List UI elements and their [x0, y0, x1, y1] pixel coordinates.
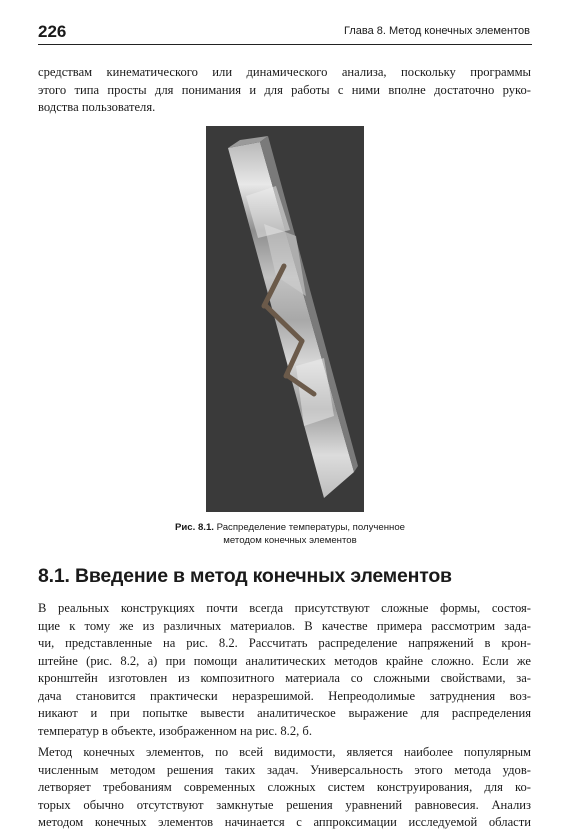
page-number: 226 — [38, 22, 67, 41]
running-head: Глава 8. Метод конечных элементов — [344, 25, 530, 37]
text-line: щие к тому же из различных материалов. В качестве примера рассмотрим зада- — [38, 618, 531, 633]
text-line: методом конечных элементов начинается с аппроксимации исследуемой области — [38, 815, 531, 829]
text-line: этого типа просты для понимания и для работы с ними вполне достаточно руко- — [38, 82, 531, 97]
text-line: средствам кинематического или динамического анализа, поскольку программы — [38, 65, 531, 79]
paragraph-2 — [38, 744, 531, 832]
text-line: кронштейн изготовлен из композитного материала со сложными свойствами, за- — [38, 671, 531, 685]
figure-label: Рис. 8.1. — [175, 522, 214, 533]
text-line: никают и при попытке вывести аналитическое выражение для распределения — [38, 706, 531, 720]
text-line: Метод конечных элементов, по всей видимости, является наиболее популярным — [38, 745, 531, 759]
text-line: численным методом решения таких задач. Универсальность этого метода удов- — [38, 762, 531, 777]
text-line: торых обычно отсутствуют замкнутые решения уравнений равновесия. Анализ — [38, 797, 531, 812]
caption-text-2: методом конечных элементов — [223, 535, 357, 546]
text-line: водства пользователя. — [38, 100, 156, 114]
fem-temperature-image — [206, 126, 364, 512]
text-line: штейне (рис. 8.2, а) при помощи аналитических методов крайне сложно. Если же — [38, 653, 531, 668]
caption-line-1 — [90, 521, 490, 534]
header-rule — [38, 44, 532, 45]
paragraph-1 — [38, 600, 531, 740]
section-heading: 8.1. Введение в метод конечных элементов — [38, 565, 452, 587]
text-line: летворяет требованиям современных сложных систем конструирования, для ко- — [38, 780, 531, 794]
intro-paragraph — [38, 64, 531, 117]
text-line: чи, представленные на рис. 8.2. Рассчитать распределение напряжений в крон- — [38, 636, 531, 650]
figure-temperature-distribution — [206, 126, 364, 512]
text-line: В реальных конструкциях почти всегда присутствуют сложные формы, состоя- — [38, 601, 531, 615]
text-line: температур в объекте, изображенном на рис. 8.2, б. — [38, 723, 312, 738]
figure-caption — [90, 521, 490, 547]
caption-text-1: Распределение температуры, полученное — [216, 522, 405, 533]
text-line: дача становится практически неразрешимой. Непреодолимые затруднения воз- — [38, 688, 531, 703]
